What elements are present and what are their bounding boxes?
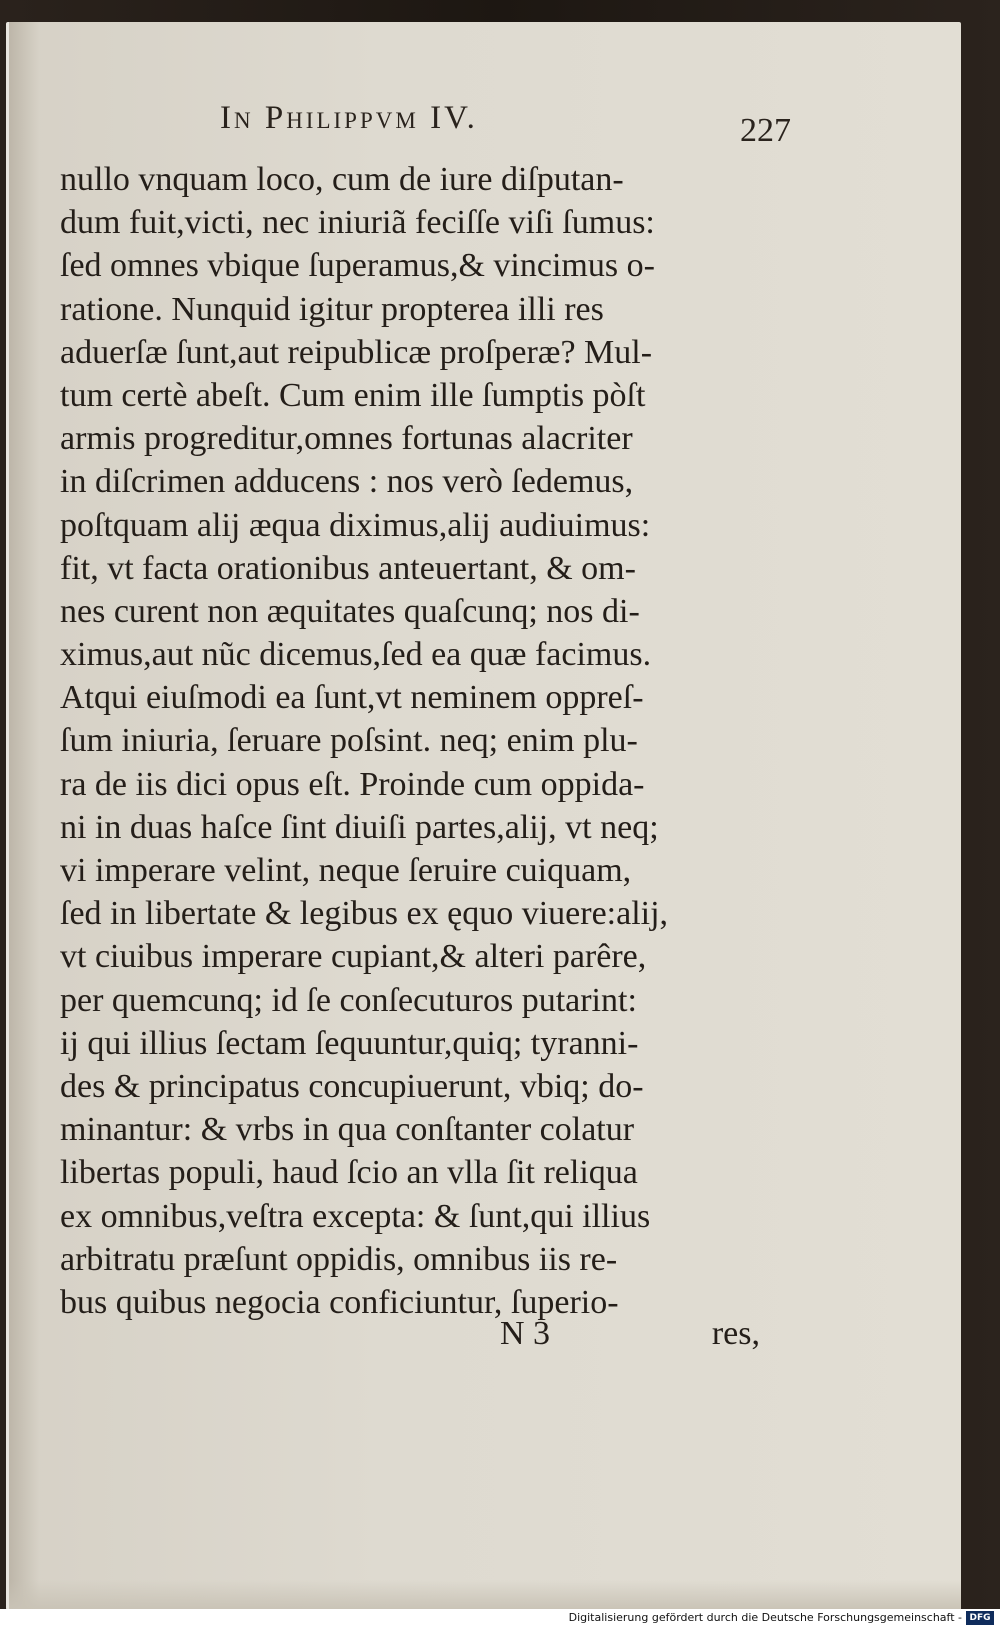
- text-line: bus quibus negocia conficiuntur, ſuperio-: [60, 1283, 619, 1321]
- text-line: in diſcrimen adducens : nos verò ſedemus,: [60, 463, 634, 501]
- text-line: vt ciuibus imperare cupiant,& alteri parêre,: [60, 938, 647, 976]
- text-line: poſtquam alij æqua diximus,alij audiuimus:: [60, 506, 651, 544]
- text-line: des & principatus concupiuerunt, vbiq; do-: [60, 1067, 644, 1105]
- text-line: tum certè abeſt. Cum enim ille ſumptis pòſt: [60, 376, 646, 414]
- text-line: ximus,aut nũc dicemus,ſed ea quæ facimus.: [60, 636, 652, 674]
- text-line: ni in duas haſce ſint diuiſi partes,alij, vt neq;: [60, 808, 659, 846]
- text-line: minantur: & vrbs in qua conſtanter colatur: [60, 1111, 635, 1149]
- text-line: ra de iis dici opus eſt. Proinde cum oppida-: [60, 765, 645, 803]
- text-line: vi imperare velint, neque ſeruire cuiquam,: [60, 852, 632, 889]
- dfg-logo-icon: DFG: [966, 1611, 994, 1625]
- text-line: ex omnibus,veſtra excepta: & ſunt,qui illius: [60, 1197, 651, 1235]
- catchword: res,: [711, 1315, 760, 1352]
- text-line: nes curent non æquitates quaſcunq; nos di-: [60, 592, 640, 630]
- text-line: dum fuit,victi, nec iniuriã feciſſe viſi ſumus:: [60, 204, 655, 242]
- page-bottom-shadow: [9, 1580, 961, 1610]
- text-line: aduerſæ ſunt,aut reipublicæ proſperæ? Mul-: [60, 333, 653, 371]
- signature-mark: N 3: [500, 1315, 551, 1352]
- text-line: per quemcunq; id ſe conſecuturos putarint:: [60, 981, 637, 1019]
- text-line: libertas populi, haud ſcio an vlla ſit reliqua: [60, 1154, 638, 1192]
- text-line: nullo vnquam loco, cum de iure diſputan-: [60, 161, 624, 198]
- text-line: ij qui illius ſectam ſequuntur,quiq; tyranni-: [60, 1024, 639, 1062]
- running-head: In Philippvm IV.: [220, 100, 478, 136]
- page-number: 227: [740, 112, 791, 149]
- text-line: ſed omnes vbique ſuperamus,& vincimus o-: [60, 247, 655, 285]
- text-line: fit, vt facta orationibus anteuertant, & om-: [60, 549, 636, 587]
- text-line: ſum iniuria, ſeruare poſsint. neq; enim plu-: [60, 722, 638, 760]
- page-footer: [60, 1315, 780, 1355]
- text-line: armis progreditur,omnes fortunas alacriter: [60, 420, 633, 458]
- text-line: arbitratu præſunt oppidis, omnibus iis re-: [60, 1240, 618, 1278]
- body-text: [60, 158, 770, 1324]
- funding-credit: Digitalisierung gefördert durch die Deutsche Forschungsgemeinschaft -: [568, 1611, 962, 1624]
- text-line: Atqui eiuſmodi ea ſunt,vt neminem oppreſ-: [60, 679, 644, 717]
- credit-bar: [0, 1609, 1000, 1627]
- text-line: ſed in libertate & legibus ex ęquo viuere:alij,: [60, 895, 669, 933]
- text-line: ratione. Nunquid igitur propterea illi res: [60, 290, 604, 328]
- page-gutter-shadow: [9, 22, 39, 1610]
